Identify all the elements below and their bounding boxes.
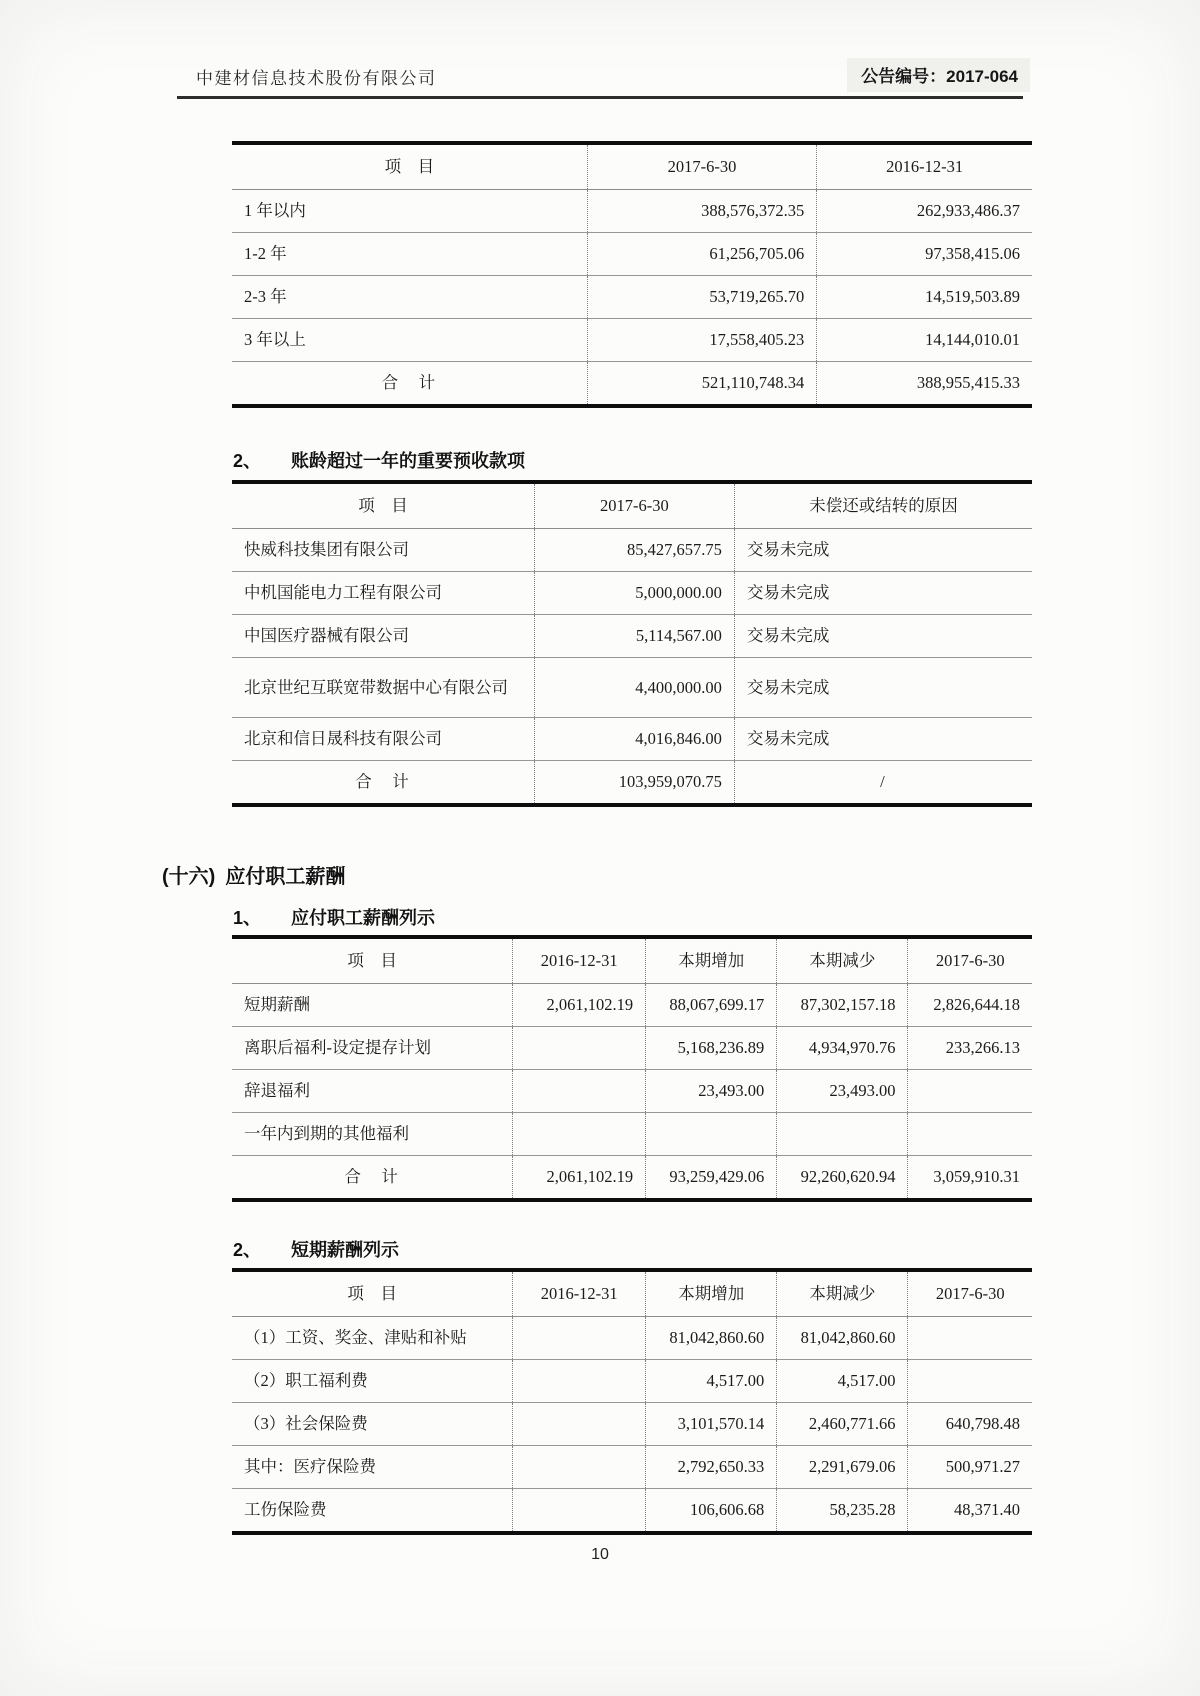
cell-value: 2,061,102.19 <box>513 1156 646 1201</box>
cell-value: 61,256,705.06 <box>587 233 817 276</box>
row-label: 中国医疗器械有限公司 <box>232 615 534 658</box>
cell-value <box>513 1027 646 1070</box>
column-header: 2017-6-30 <box>587 143 817 190</box>
cell-value <box>908 1070 1032 1113</box>
cell-value <box>513 1446 646 1489</box>
cell-value: 81,042,860.60 <box>777 1317 908 1360</box>
total-row <box>232 1156 1032 1201</box>
total-row <box>232 362 1032 407</box>
column-header: 项 目 <box>232 482 534 529</box>
payroll-table-container <box>232 935 1032 1202</box>
section-number: (十六) <box>162 866 216 888</box>
advances-table-container <box>232 480 1032 807</box>
cell-value: 14,144,010.01 <box>817 319 1032 362</box>
cell-value: 233,266.13 <box>908 1027 1032 1070</box>
section-title: 短期薪酬列示 <box>291 1240 400 1260</box>
column-header: 未偿还或结转的原因 <box>734 482 1032 529</box>
table-row <box>232 190 1032 233</box>
cell-value: 103,959,070.75 <box>534 761 734 806</box>
cell-value: 2,826,644.18 <box>908 984 1032 1027</box>
cell-value: 14,519,503.89 <box>817 276 1032 319</box>
cell-value: 17,558,405.23 <box>587 319 817 362</box>
row-label: 2-3 年 <box>232 276 587 319</box>
table-row <box>232 718 1032 761</box>
cell-value: 93,259,429.06 <box>646 1156 777 1201</box>
section-number: 2、 <box>233 1240 262 1260</box>
row-label: 离职后福利-设定提存计划 <box>232 1027 513 1070</box>
cell-value: 87,302,157.18 <box>777 984 908 1027</box>
row-label: 中机国能电力工程有限公司 <box>232 572 534 615</box>
column-header: 2017-6-30 <box>908 1270 1032 1317</box>
table-row <box>232 319 1032 362</box>
column-header: 项 目 <box>232 143 587 190</box>
row-label: 合 计 <box>355 772 411 791</box>
column-header: 本期减少 <box>777 937 908 984</box>
column-header: 2017-6-30 <box>908 937 1032 984</box>
important-advances-table <box>232 480 1032 807</box>
table-header-row <box>232 143 1032 190</box>
cell-value: 58,235.28 <box>777 1489 908 1534</box>
cell-value: 92,260,620.94 <box>777 1156 908 1201</box>
section-number: 1、 <box>233 908 262 928</box>
page-number: 10 <box>591 1546 609 1563</box>
row-label: 1 年以内 <box>232 190 587 233</box>
cell-value: 交易未完成 <box>734 718 1032 761</box>
section-heading-payroll-list <box>233 904 435 930</box>
prepayment-aging-table <box>232 141 1032 408</box>
table-row <box>232 529 1032 572</box>
aging-table-container <box>232 141 1032 408</box>
column-header: 2016-12-31 <box>513 1270 646 1317</box>
cell-value: 2,061,102.19 <box>513 984 646 1027</box>
cell-value: 106,606.68 <box>646 1489 777 1534</box>
row-label: （2）职工福利费 <box>232 1360 513 1403</box>
cell-value: 5,168,236.89 <box>646 1027 777 1070</box>
cell-value: 85,427,657.75 <box>534 529 734 572</box>
row-label: 一年内到期的其他福利 <box>232 1113 513 1156</box>
row-label: 合 计 <box>344 1167 400 1186</box>
cell-value: 交易未完成 <box>734 572 1032 615</box>
cell-value: 交易未完成 <box>734 529 1032 572</box>
cell-value <box>513 1317 646 1360</box>
cell-value: 4,934,970.76 <box>777 1027 908 1070</box>
employee-compensation-table <box>232 935 1032 1202</box>
section-heading-advances <box>233 447 525 473</box>
cell-value: 262,933,486.37 <box>817 190 1032 233</box>
column-header: 本期减少 <box>777 1270 908 1317</box>
cell-value <box>908 1113 1032 1156</box>
cell-value: 97,358,415.06 <box>817 233 1032 276</box>
table-header-row <box>232 482 1032 529</box>
cell-value: 3,059,910.31 <box>908 1156 1032 1201</box>
column-header: 本期增加 <box>646 1270 777 1317</box>
cell-value: 2,291,679.06 <box>777 1446 908 1489</box>
section-title: 账龄超过一年的重要预收款项 <box>291 451 526 471</box>
table-row <box>232 1113 1032 1156</box>
cell-value <box>908 1317 1032 1360</box>
column-header: 本期增加 <box>646 937 777 984</box>
cell-value: / <box>734 761 1032 806</box>
cell-value: 23,493.00 <box>646 1070 777 1113</box>
table-row <box>232 1446 1032 1489</box>
cell-value <box>777 1113 908 1156</box>
column-header: 2016-12-31 <box>817 143 1032 190</box>
cell-value: 388,955,415.33 <box>817 362 1032 407</box>
cell-value <box>513 1489 646 1534</box>
table-row <box>232 1489 1032 1534</box>
cell-value <box>513 1360 646 1403</box>
row-label: （1）工资、奖金、津贴和补贴 <box>232 1317 513 1360</box>
column-header: 项 目 <box>232 1270 513 1317</box>
shortterm-table-container <box>232 1268 1032 1535</box>
table-row <box>232 1360 1032 1403</box>
row-label: 北京世纪互联宽带数据中心有限公司 <box>232 658 534 718</box>
announcement-number: 公告编号：2017-064 <box>847 58 1030 92</box>
table-row <box>232 572 1032 615</box>
table-row <box>232 1403 1032 1446</box>
cell-value: 4,517.00 <box>646 1360 777 1403</box>
section-title: 应付职工薪酬 <box>225 866 346 888</box>
cell-value: 500,971.27 <box>908 1446 1032 1489</box>
row-label: 短期薪酬 <box>232 984 513 1027</box>
cell-value: 5,114,567.00 <box>534 615 734 658</box>
cell-value: 521,110,748.34 <box>587 362 817 407</box>
cell-value: 640,798.48 <box>908 1403 1032 1446</box>
section-heading-payroll-main <box>162 860 345 889</box>
row-label: 其中：医疗保险费 <box>232 1446 513 1489</box>
row-label: 快威科技集团有限公司 <box>232 529 534 572</box>
section-number: 2、 <box>233 451 262 471</box>
row-label: 工伤保险费 <box>244 1500 327 1519</box>
table-header-row <box>232 937 1032 984</box>
cell-value: 2,460,771.66 <box>777 1403 908 1446</box>
cell-value: 388,576,372.35 <box>587 190 817 233</box>
table-row <box>232 1070 1032 1113</box>
table-row <box>232 658 1032 718</box>
table-row <box>232 615 1032 658</box>
cell-value: 5,000,000.00 <box>534 572 734 615</box>
table-row <box>232 1317 1032 1360</box>
cell-value <box>513 1113 646 1156</box>
cell-value: 81,042,860.60 <box>646 1317 777 1360</box>
cell-value <box>513 1070 646 1113</box>
cell-value: 4,016,846.00 <box>534 718 734 761</box>
table-row <box>232 233 1032 276</box>
company-name: 中建材信息技术股份有限公司 <box>196 69 437 88</box>
total-row <box>232 761 1032 806</box>
row-label: （3）社会保险费 <box>232 1403 513 1446</box>
cell-value: 88,067,699.17 <box>646 984 777 1027</box>
cell-value: 2,792,650.33 <box>646 1446 777 1489</box>
cell-value: 48,371.40 <box>908 1489 1032 1534</box>
section-heading-short-term <box>233 1236 399 1262</box>
cell-value <box>513 1403 646 1446</box>
cell-value <box>908 1360 1032 1403</box>
table-row <box>232 276 1032 319</box>
column-header: 项 目 <box>232 937 513 984</box>
cell-value: 23,493.00 <box>777 1070 908 1113</box>
column-header: 2016-12-31 <box>513 937 646 984</box>
cell-value <box>646 1113 777 1156</box>
cell-value: 交易未完成 <box>734 615 1032 658</box>
cell-value: 交易未完成 <box>734 658 1032 718</box>
column-header: 2017-6-30 <box>534 482 734 529</box>
short-term-compensation-table <box>232 1268 1032 1535</box>
cell-value: 53,719,265.70 <box>587 276 817 319</box>
table-header-row <box>232 1270 1032 1317</box>
row-label: 3 年以上 <box>232 319 587 362</box>
row-label: 1-2 年 <box>232 233 587 276</box>
cell-value: 3,101,570.14 <box>646 1403 777 1446</box>
row-label: 北京和信日晟科技有限公司 <box>232 718 534 761</box>
row-label: 合 计 <box>381 373 438 392</box>
section-title: 应付职工薪酬列示 <box>291 908 436 928</box>
row-label: 辞退福利 <box>232 1070 513 1113</box>
header-divider <box>177 96 1023 99</box>
table-row <box>232 984 1032 1027</box>
table-row <box>232 1027 1032 1070</box>
cell-value: 4,517.00 <box>777 1360 908 1403</box>
cell-value: 4,400,000.00 <box>534 658 734 718</box>
